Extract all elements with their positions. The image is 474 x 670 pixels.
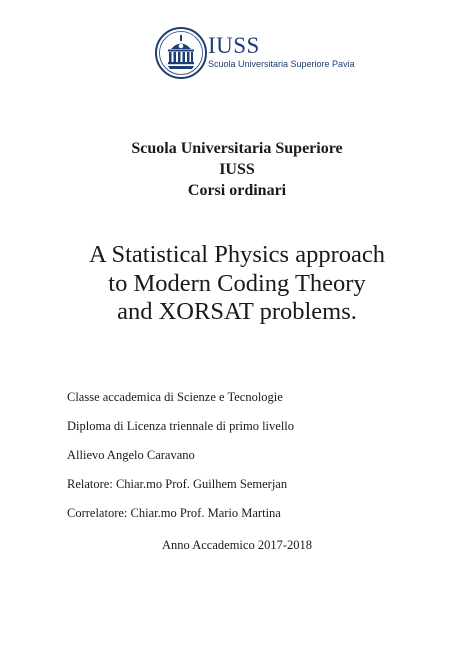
thesis-title <box>0 241 474 327</box>
correlatore: Correlatore: Chiar.mo Prof. Mario Martina <box>67 506 281 520</box>
logo-subtitle: Scuola Universitaria Superiore Pavia <box>208 59 355 69</box>
relatore: Relatore: Chiar.mo Prof. Guilhem Semerjan <box>67 477 288 491</box>
title-line-3: and XORSAT problems. <box>117 298 357 325</box>
academic-year: Anno Accademico 2017-2018 <box>162 538 312 552</box>
thesis-details <box>67 390 294 535</box>
iuss-logo <box>150 26 355 80</box>
logo-name: IUSS <box>208 33 260 58</box>
classe-accademica: Classe accademica di Scienze e Tecnologie <box>67 390 283 404</box>
allievo: Allievo Angelo Caravano <box>67 448 195 462</box>
title-line-1: A Statistical Physics approach <box>89 241 385 268</box>
title-line-2: to Modern Coding Theory <box>108 269 366 297</box>
institution-line-2: IUSS <box>219 161 255 178</box>
institution-line-1: Scuola Universitaria Superiore <box>131 140 343 157</box>
institution-heading <box>0 138 474 201</box>
iuss-emblem-icon <box>154 26 208 80</box>
institution-line-3: Corsi ordinari <box>187 182 287 199</box>
diploma: Diploma di Licenza triennale di primo livello <box>67 419 295 433</box>
